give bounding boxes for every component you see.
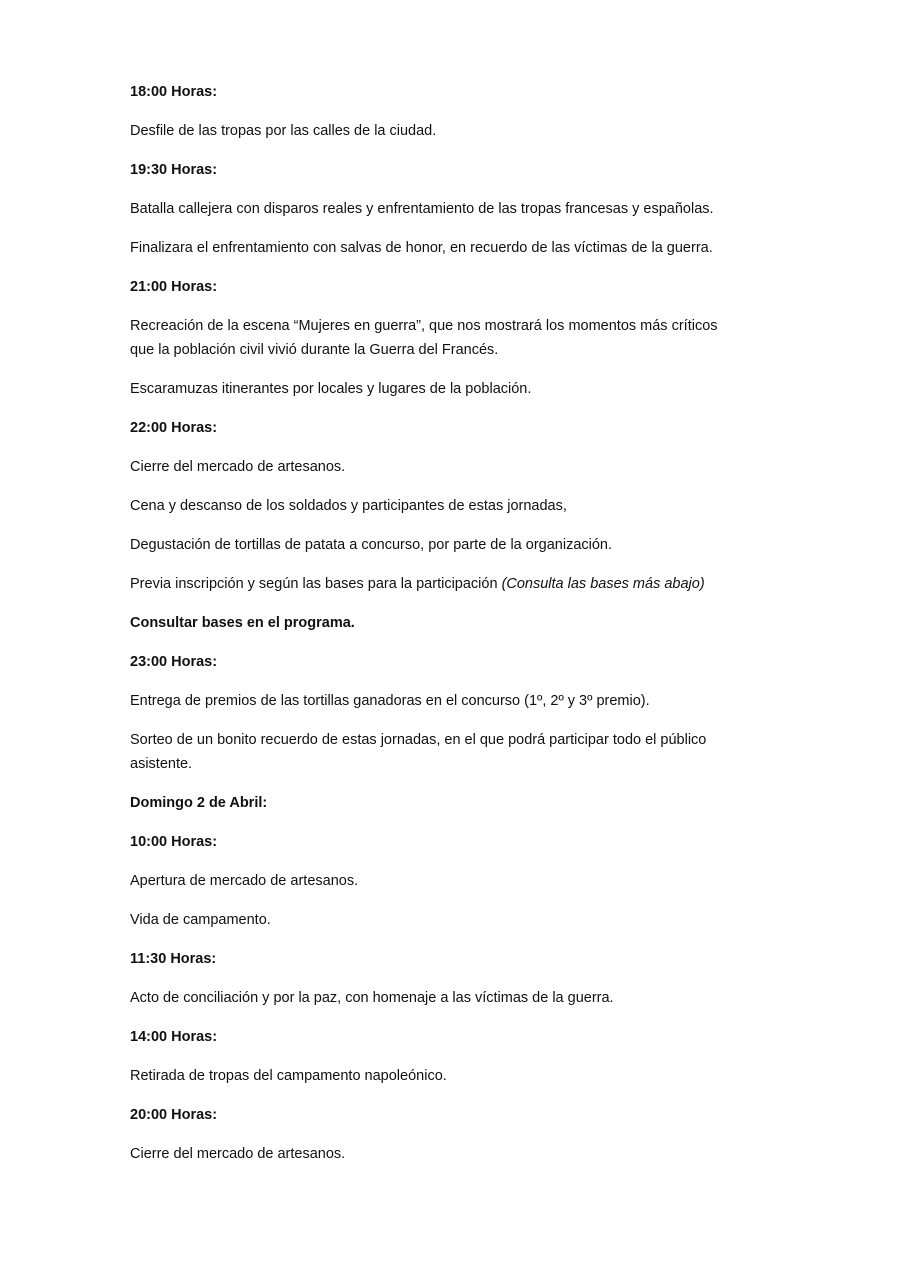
previa-text: Previa inscripción y según las bases para la participación (130, 576, 502, 592)
event-text: Degustación de tortillas de patata a concurso, por parte de la organización. (130, 537, 613, 553)
event-text: Cierre del mercado de artesanos. (130, 1146, 346, 1162)
consult-note: Consultar bases en el programa. (130, 615, 355, 631)
event-text: Acto de conciliación y por la paz, con homenaje a las víctimas de la guerra. (130, 990, 614, 1006)
event-text (130, 572, 780, 596)
event-text: Escaramuzas itinerantes por locales y lugares de la población. (130, 381, 532, 397)
time-heading: 19:30 Horas: (130, 162, 218, 178)
time-heading: 23:00 Horas: (130, 654, 218, 670)
event-text: Cierre del mercado de artesanos. (130, 459, 346, 475)
event-text: Cena y descanso de los soldados y participantes de estas jornadas, (130, 498, 567, 514)
day-heading: Domingo 2 de Abril: (130, 795, 268, 811)
event-text: Desfile de las tropas por las calles de la ciudad. (130, 123, 437, 139)
time-heading: 20:00 Horas: (130, 1107, 218, 1123)
event-text: que la población civil vivió durante la Guerra del Francés. (130, 342, 499, 358)
time-heading: 11:30 Horas: (130, 951, 217, 967)
previa-note: (Consulta las bases más abajo) (501, 576, 705, 592)
event-text: Batalla callejera con disparos reales y enfrentamiento de las tropas francesas y españolas. (130, 201, 714, 217)
event-text: Entrega de premios de las tortillas ganadoras en el concurso (1º, 2º y 3º premio). (130, 693, 650, 709)
event-text: Recreación de la escena “Mujeres en guerra”, que nos mostrará los momentos más críticos (130, 318, 718, 334)
event-text: asistente. (130, 756, 193, 772)
time-heading: 14:00 Horas: (130, 1029, 218, 1045)
event-text: Apertura de mercado de artesanos. (130, 873, 359, 889)
time-heading: 21:00 Horas: (130, 279, 218, 295)
time-heading: 10:00 Horas: (130, 834, 218, 850)
time-heading: 18:00 Horas: (130, 84, 218, 100)
event-text: Finalizara el enfrentamiento con salvas de honor, en recuerdo de las víctimas de la guerra. (130, 240, 713, 256)
time-heading: 22:00 Horas: (130, 420, 218, 436)
document-page (130, 80, 780, 1166)
event-text: Sorteo de un bonito recuerdo de estas jornadas, en el que podrá participar todo el público (130, 732, 707, 748)
event-text: Vida de campamento. (130, 912, 271, 928)
event-text: Retirada de tropas del campamento napoleónico. (130, 1068, 447, 1084)
